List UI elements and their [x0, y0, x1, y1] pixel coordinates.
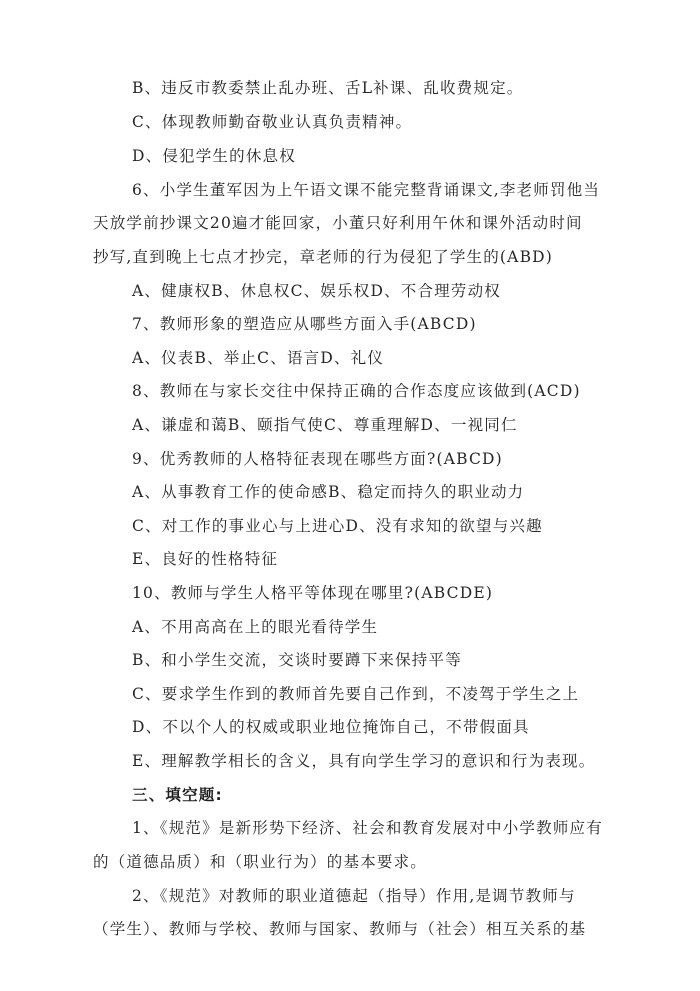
question-line: 10、教师与学生人格平等体现在哪里?(ABCDE) — [132, 584, 494, 602]
question-line: 抄写,直到晚上七点才抄完，章老师的行为侵犯了学生的(ABD) — [93, 248, 554, 266]
option-line: B、和小学生交流，交谈时要蹲下来保持平等 — [132, 651, 462, 669]
question-line: 8、教师在与家长交往中保持正确的合作态度应该做到(ACD) — [132, 382, 581, 400]
question-line: （学生）、教师与学校、教师与国家、教师与（社会）相互关系的基 — [93, 920, 587, 938]
option-line: E、理解教学相长的含义，具有向学生学习的意识和行为表现。 — [132, 752, 596, 770]
question-line: 7、教师形象的塑造应从哪些方面入手(ABCD) — [132, 315, 477, 333]
question-line: 2、《规范》对教师的职业道德起（指导）作用,是调节教师与 — [132, 887, 576, 905]
option-line: C、要求学生作到的教师首先要自己作到，不凌驾于学生之上 — [132, 685, 580, 703]
option-line: A、谦虚和蔼B、颐指气使C、尊重理解D、一视同仁 — [132, 416, 518, 434]
option-line: B、违反市教委禁止乱办班、舌L补课、乱收费规定。 — [132, 79, 524, 97]
option-line: A、健康权B、休息权C、娱乐权D、不合理劳动权 — [132, 282, 501, 300]
option-line: A、从事教育工作的使命感B、稳定而持久的职业动力 — [132, 483, 525, 501]
option-line: D、不以个人的权威或职业地位掩饰自己，不带假面具 — [132, 718, 530, 736]
question-line: 天放学前抄课文20遍才能回家，小董只好利用午休和课外活动时间 — [93, 214, 583, 232]
question-line: 6、小学生董军因为上午语文课不能完整背诵课文,李老师罚他当 — [132, 181, 601, 199]
option-line: D、侵犯学生的休息权 — [132, 147, 296, 165]
option-line: A、仪表B、举止C、语言D、礼仪 — [132, 349, 385, 367]
option-line: C、体现教师勤奋敬业认真负责精神。 — [132, 113, 413, 131]
option-line: A、不用高高在上的眼光看待学生 — [132, 618, 379, 636]
section-heading: 三、填空题: — [132, 786, 223, 804]
option-line: E、良好的性格特征 — [132, 550, 279, 568]
question-line: 1、《规范》是新形势下经济、社会和教育发展对中小学教师应有 — [132, 819, 603, 837]
question-line: 9、优秀教师的人格特征表现在哪些方面?(ABCD) — [132, 450, 503, 468]
option-line: C、对工作的事业心与上进心D、没有求知的欲望与兴趣 — [132, 517, 543, 535]
question-line: 的（道德品质）和（职业行为）的基本要求。 — [93, 853, 428, 871]
